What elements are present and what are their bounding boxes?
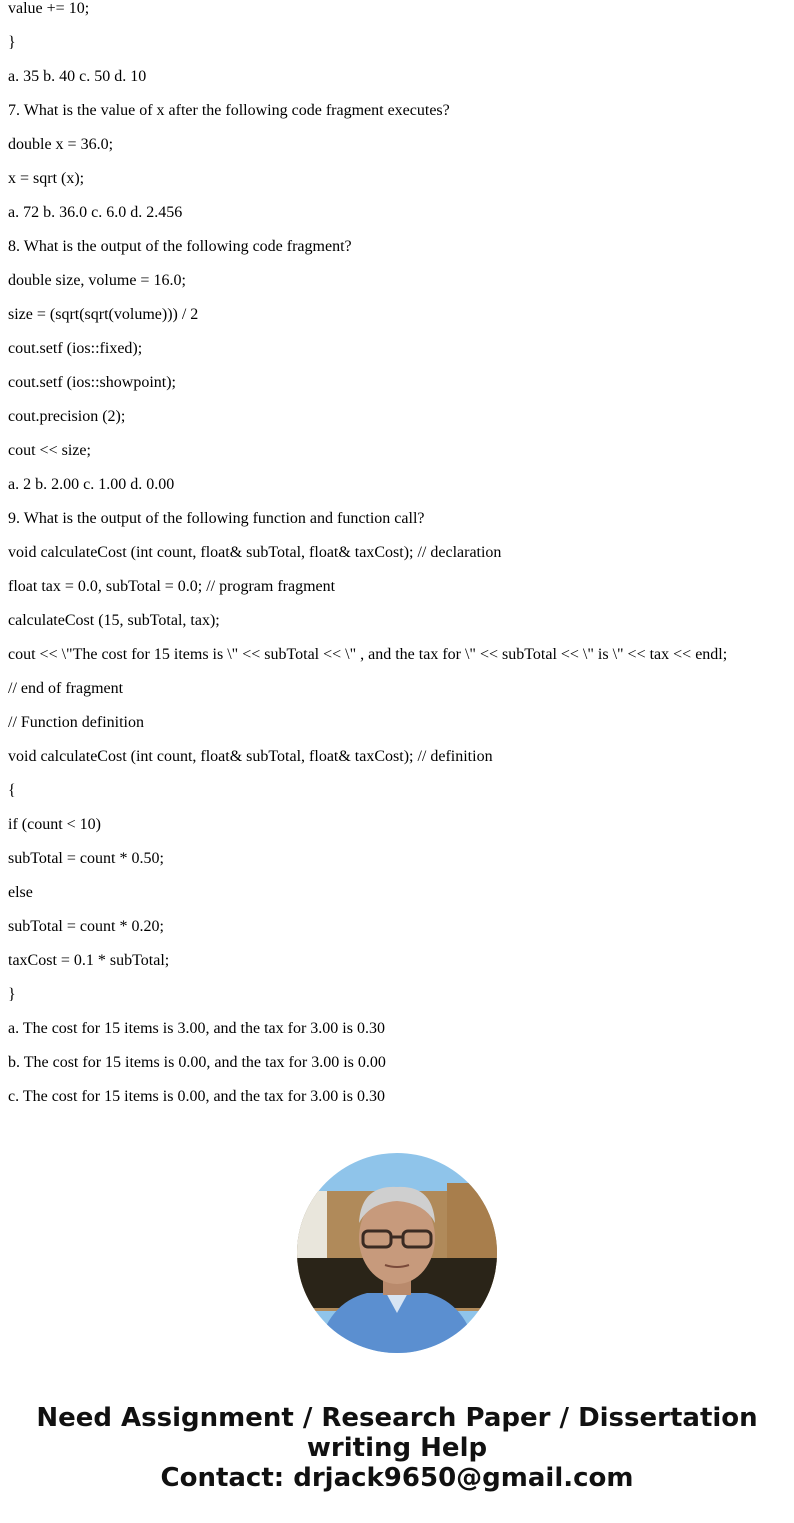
text-line: // Function definition [8, 714, 144, 731]
text-line: double size, volume = 16.0; [8, 272, 186, 289]
text-line: if (count < 10) [8, 816, 101, 833]
text-line: cout << \"The cost for 15 items is \" << subTotal << \" , and the tax for \" << subTotal << \" is \" << tax << endl; [8, 646, 728, 663]
footer-subheadline: writing Help [306, 1433, 488, 1463]
contact-banner [0, 1403, 794, 1493]
text-line: } [8, 986, 16, 1003]
text-line: subTotal = count * 0.50; [8, 850, 164, 867]
text-line: 8. What is the output of the following code fragment? [8, 238, 352, 255]
footer-headline: Need Assignment / Research Paper / Dissertation [36, 1403, 758, 1433]
text-line: b. The cost for 15 items is 0.00, and the tax for 3.00 is 0.00 [8, 1054, 386, 1071]
text-line: // end of fragment [8, 680, 124, 697]
text-line: a. The cost for 15 items is 3.00, and the tax for 3.00 is 0.30 [8, 1020, 385, 1037]
text-line: x = sqrt (x); [8, 170, 85, 187]
avatar [297, 1153, 497, 1353]
text-line: void calculateCost (int count, float& subTotal, float& taxCost); // definition [8, 748, 493, 765]
text-line: calculateCost (15, subTotal, tax); [8, 612, 220, 629]
text-line: subTotal = count * 0.20; [8, 918, 164, 935]
text-line: void calculateCost (int count, float& subTotal, float& taxCost); // declaration [8, 544, 502, 561]
text-line: cout << size; [8, 442, 91, 459]
text-line: else [8, 884, 33, 901]
text-line: a. 72 b. 36.0 c. 6.0 d. 2.456 [8, 204, 183, 221]
text-line: cout.setf (ios::fixed); [8, 340, 143, 357]
text-line: cout.setf (ios::showpoint); [8, 374, 176, 391]
text-line: size = (sqrt(sqrt(volume))) / 2 [8, 306, 199, 323]
text-line: a. 2 b. 2.00 c. 1.00 d. 0.00 [8, 476, 175, 493]
text-line: } [8, 34, 16, 51]
document-body [8, 0, 788, 1122]
text-line: a. 35 b. 40 c. 50 d. 10 [8, 68, 147, 85]
text-line: float tax = 0.0, subTotal = 0.0; // program fragment [8, 578, 336, 595]
text-line: c. The cost for 15 items is 0.00, and the tax for 3.00 is 0.30 [8, 1088, 385, 1105]
text-line: taxCost = 0.1 * subTotal; [8, 952, 170, 969]
text-line: cout.precision (2); [8, 408, 126, 425]
person-portrait-icon [297, 1153, 497, 1353]
text-line: 7. What is the value of x after the following code fragment executes? [8, 102, 450, 119]
text-line: 9. What is the output of the following function and function call? [8, 510, 425, 527]
text-line: double x = 36.0; [8, 136, 114, 153]
text-line: { [8, 782, 16, 799]
footer-contact: Contact: drjack9650@gmail.com [160, 1463, 634, 1493]
text-line: value += 10; [8, 0, 90, 17]
